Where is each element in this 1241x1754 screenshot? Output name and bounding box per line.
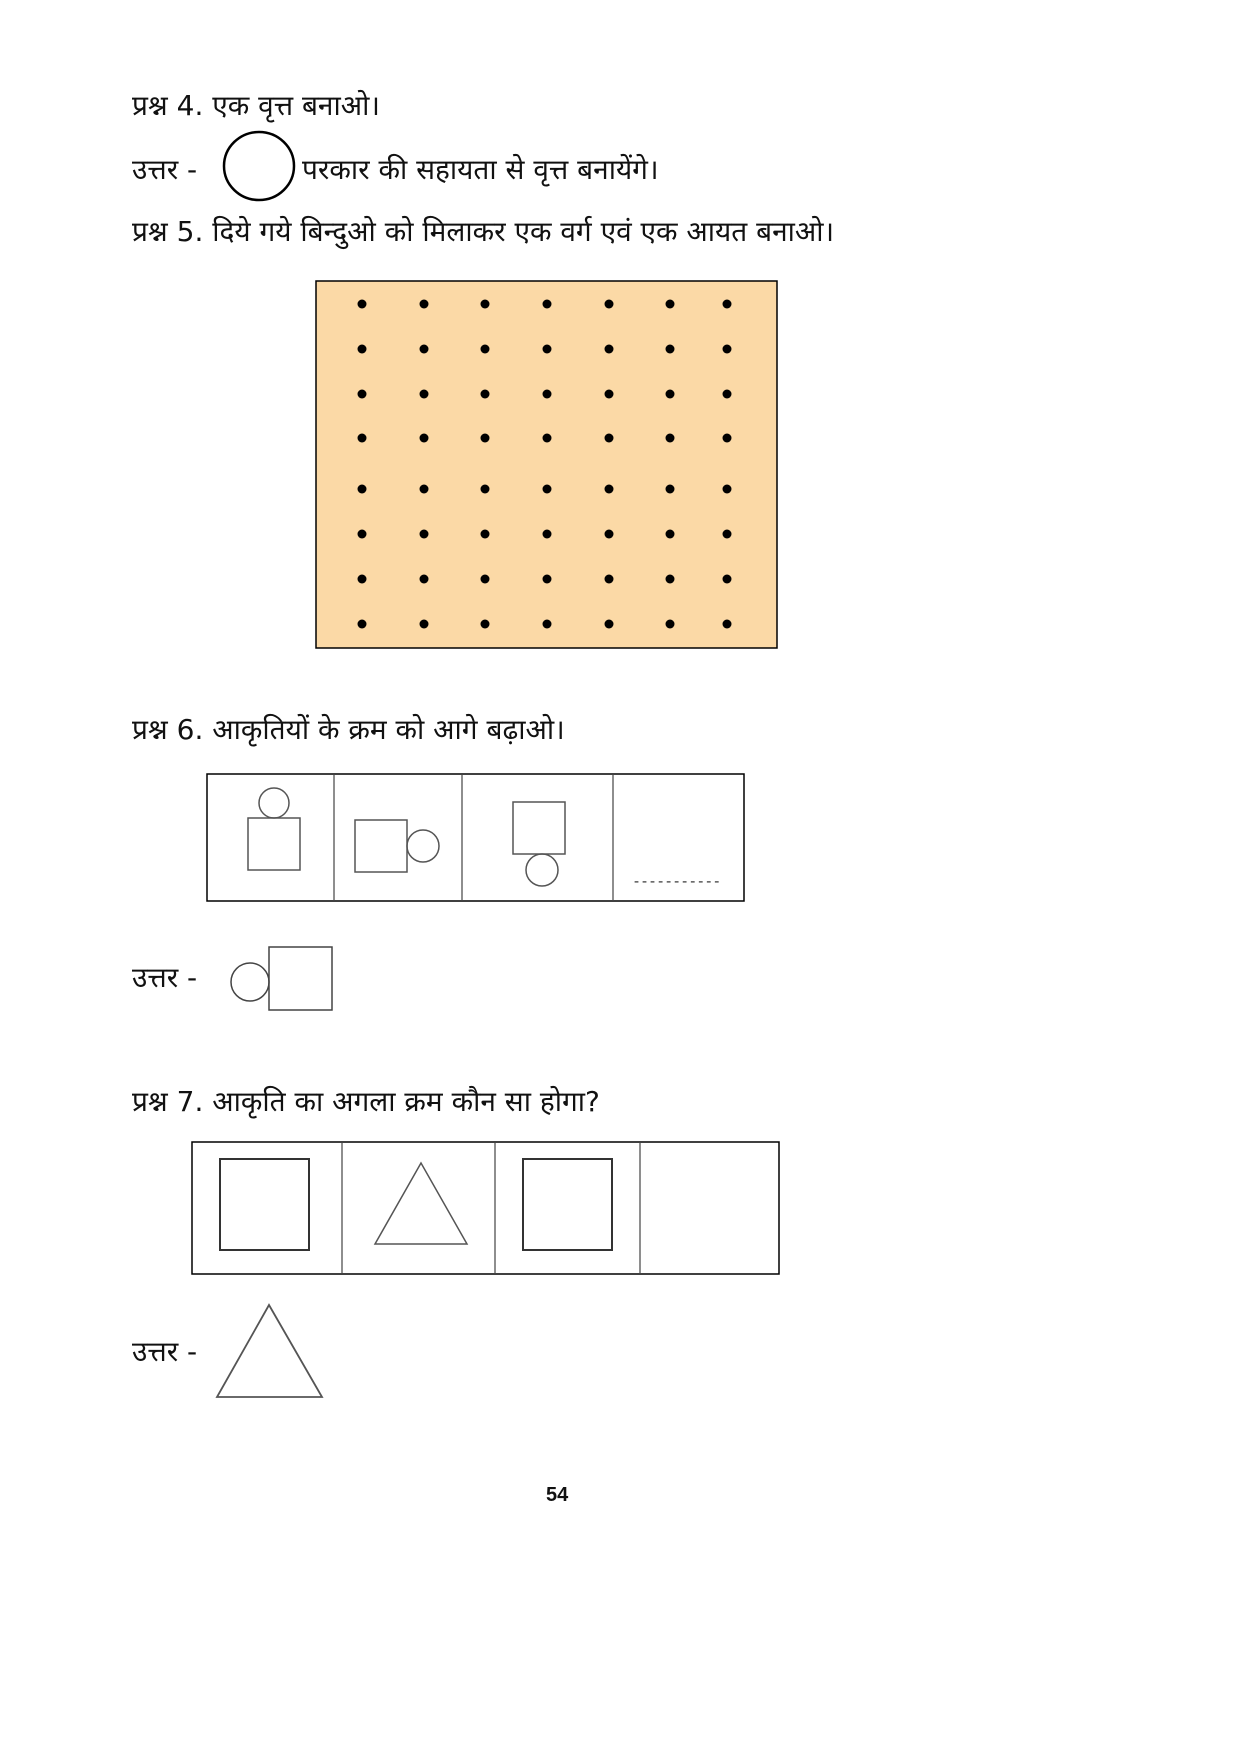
grid-dot	[358, 300, 367, 309]
grid-dot	[358, 620, 367, 629]
grid-dot	[543, 345, 552, 354]
question-4-answer-text: परकार की सहायता से वृत्त बनायेंगे।	[302, 153, 659, 186]
grid-dot	[666, 390, 675, 399]
grid-dot	[358, 345, 367, 354]
grid-dot	[605, 620, 614, 629]
question-4-text: प्रश्न 4. एक वृत्त बनाओ।	[132, 89, 380, 122]
circle-icon	[222, 130, 298, 202]
grid-dot	[666, 434, 675, 443]
grid-dot	[605, 345, 614, 354]
grid-dot	[481, 434, 490, 443]
grid-dot	[605, 390, 614, 399]
grid-dot	[666, 620, 675, 629]
grid-dot	[420, 575, 429, 584]
grid-dot	[358, 485, 367, 494]
grid-dot	[420, 390, 429, 399]
question-5-text: प्रश्न 5. दिये गये बिन्दुओ को मिलाकर एक वर्ग एवं एक आयत बनाओ।	[132, 215, 835, 248]
grid-dot	[543, 485, 552, 494]
q7-sequence-table	[191, 1141, 781, 1276]
grid-dot	[420, 345, 429, 354]
grid-dot	[666, 575, 675, 584]
q7-answer-shape	[214, 1302, 326, 1402]
grid-dot	[481, 345, 490, 354]
grid-dot	[358, 575, 367, 584]
grid-dot	[723, 434, 732, 443]
triangle-shape	[217, 1305, 322, 1397]
grid-dot	[605, 300, 614, 309]
grid-dot	[481, 620, 490, 629]
circle-shape	[231, 963, 269, 1001]
grid-dot	[481, 575, 490, 584]
grid-dot	[358, 434, 367, 443]
grid-dot	[358, 530, 367, 539]
grid-dot	[666, 345, 675, 354]
grid-dot	[723, 390, 732, 399]
grid-dot	[605, 530, 614, 539]
dot-grid-background	[316, 281, 777, 648]
question-6-text: प्रश्न 6. आकृतियों के क्रम को आगे बढ़ाओ।	[132, 713, 565, 746]
question-6-answer-label: उत्तर -	[132, 961, 198, 994]
grid-dot	[666, 300, 675, 309]
grid-dot	[543, 300, 552, 309]
q6-blank: -----------	[632, 872, 721, 890]
grid-dot	[420, 434, 429, 443]
grid-dot	[481, 390, 490, 399]
grid-dot	[723, 620, 732, 629]
grid-dot	[420, 620, 429, 629]
grid-dot	[420, 485, 429, 494]
grid-dot	[543, 390, 552, 399]
grid-dot	[543, 434, 552, 443]
question-7-answer-label: उत्तर -	[132, 1335, 198, 1368]
dot-grid	[315, 280, 779, 650]
grid-dot	[723, 530, 732, 539]
grid-dot	[605, 575, 614, 584]
grid-dot	[481, 300, 490, 309]
grid-dot	[420, 300, 429, 309]
grid-dot	[481, 530, 490, 539]
grid-dot	[543, 530, 552, 539]
grid-dot	[723, 345, 732, 354]
grid-dot	[723, 300, 732, 309]
grid-dot	[605, 434, 614, 443]
question-4-answer-label: उत्तर -	[132, 153, 198, 186]
page-number: 54	[546, 1484, 569, 1506]
grid-dot	[605, 485, 614, 494]
square-shape	[269, 947, 332, 1010]
question-7-text: प्रश्न 7. आकृति का अगला क्रम कौन सा होगा?	[132, 1085, 600, 1118]
grid-dot	[543, 620, 552, 629]
grid-dot	[666, 530, 675, 539]
q6-answer-shape	[228, 944, 336, 1014]
grid-dot	[723, 485, 732, 494]
grid-dot	[723, 575, 732, 584]
grid-dot	[666, 485, 675, 494]
grid-dot	[358, 390, 367, 399]
grid-dot	[543, 575, 552, 584]
grid-dot	[481, 485, 490, 494]
grid-dot	[420, 530, 429, 539]
